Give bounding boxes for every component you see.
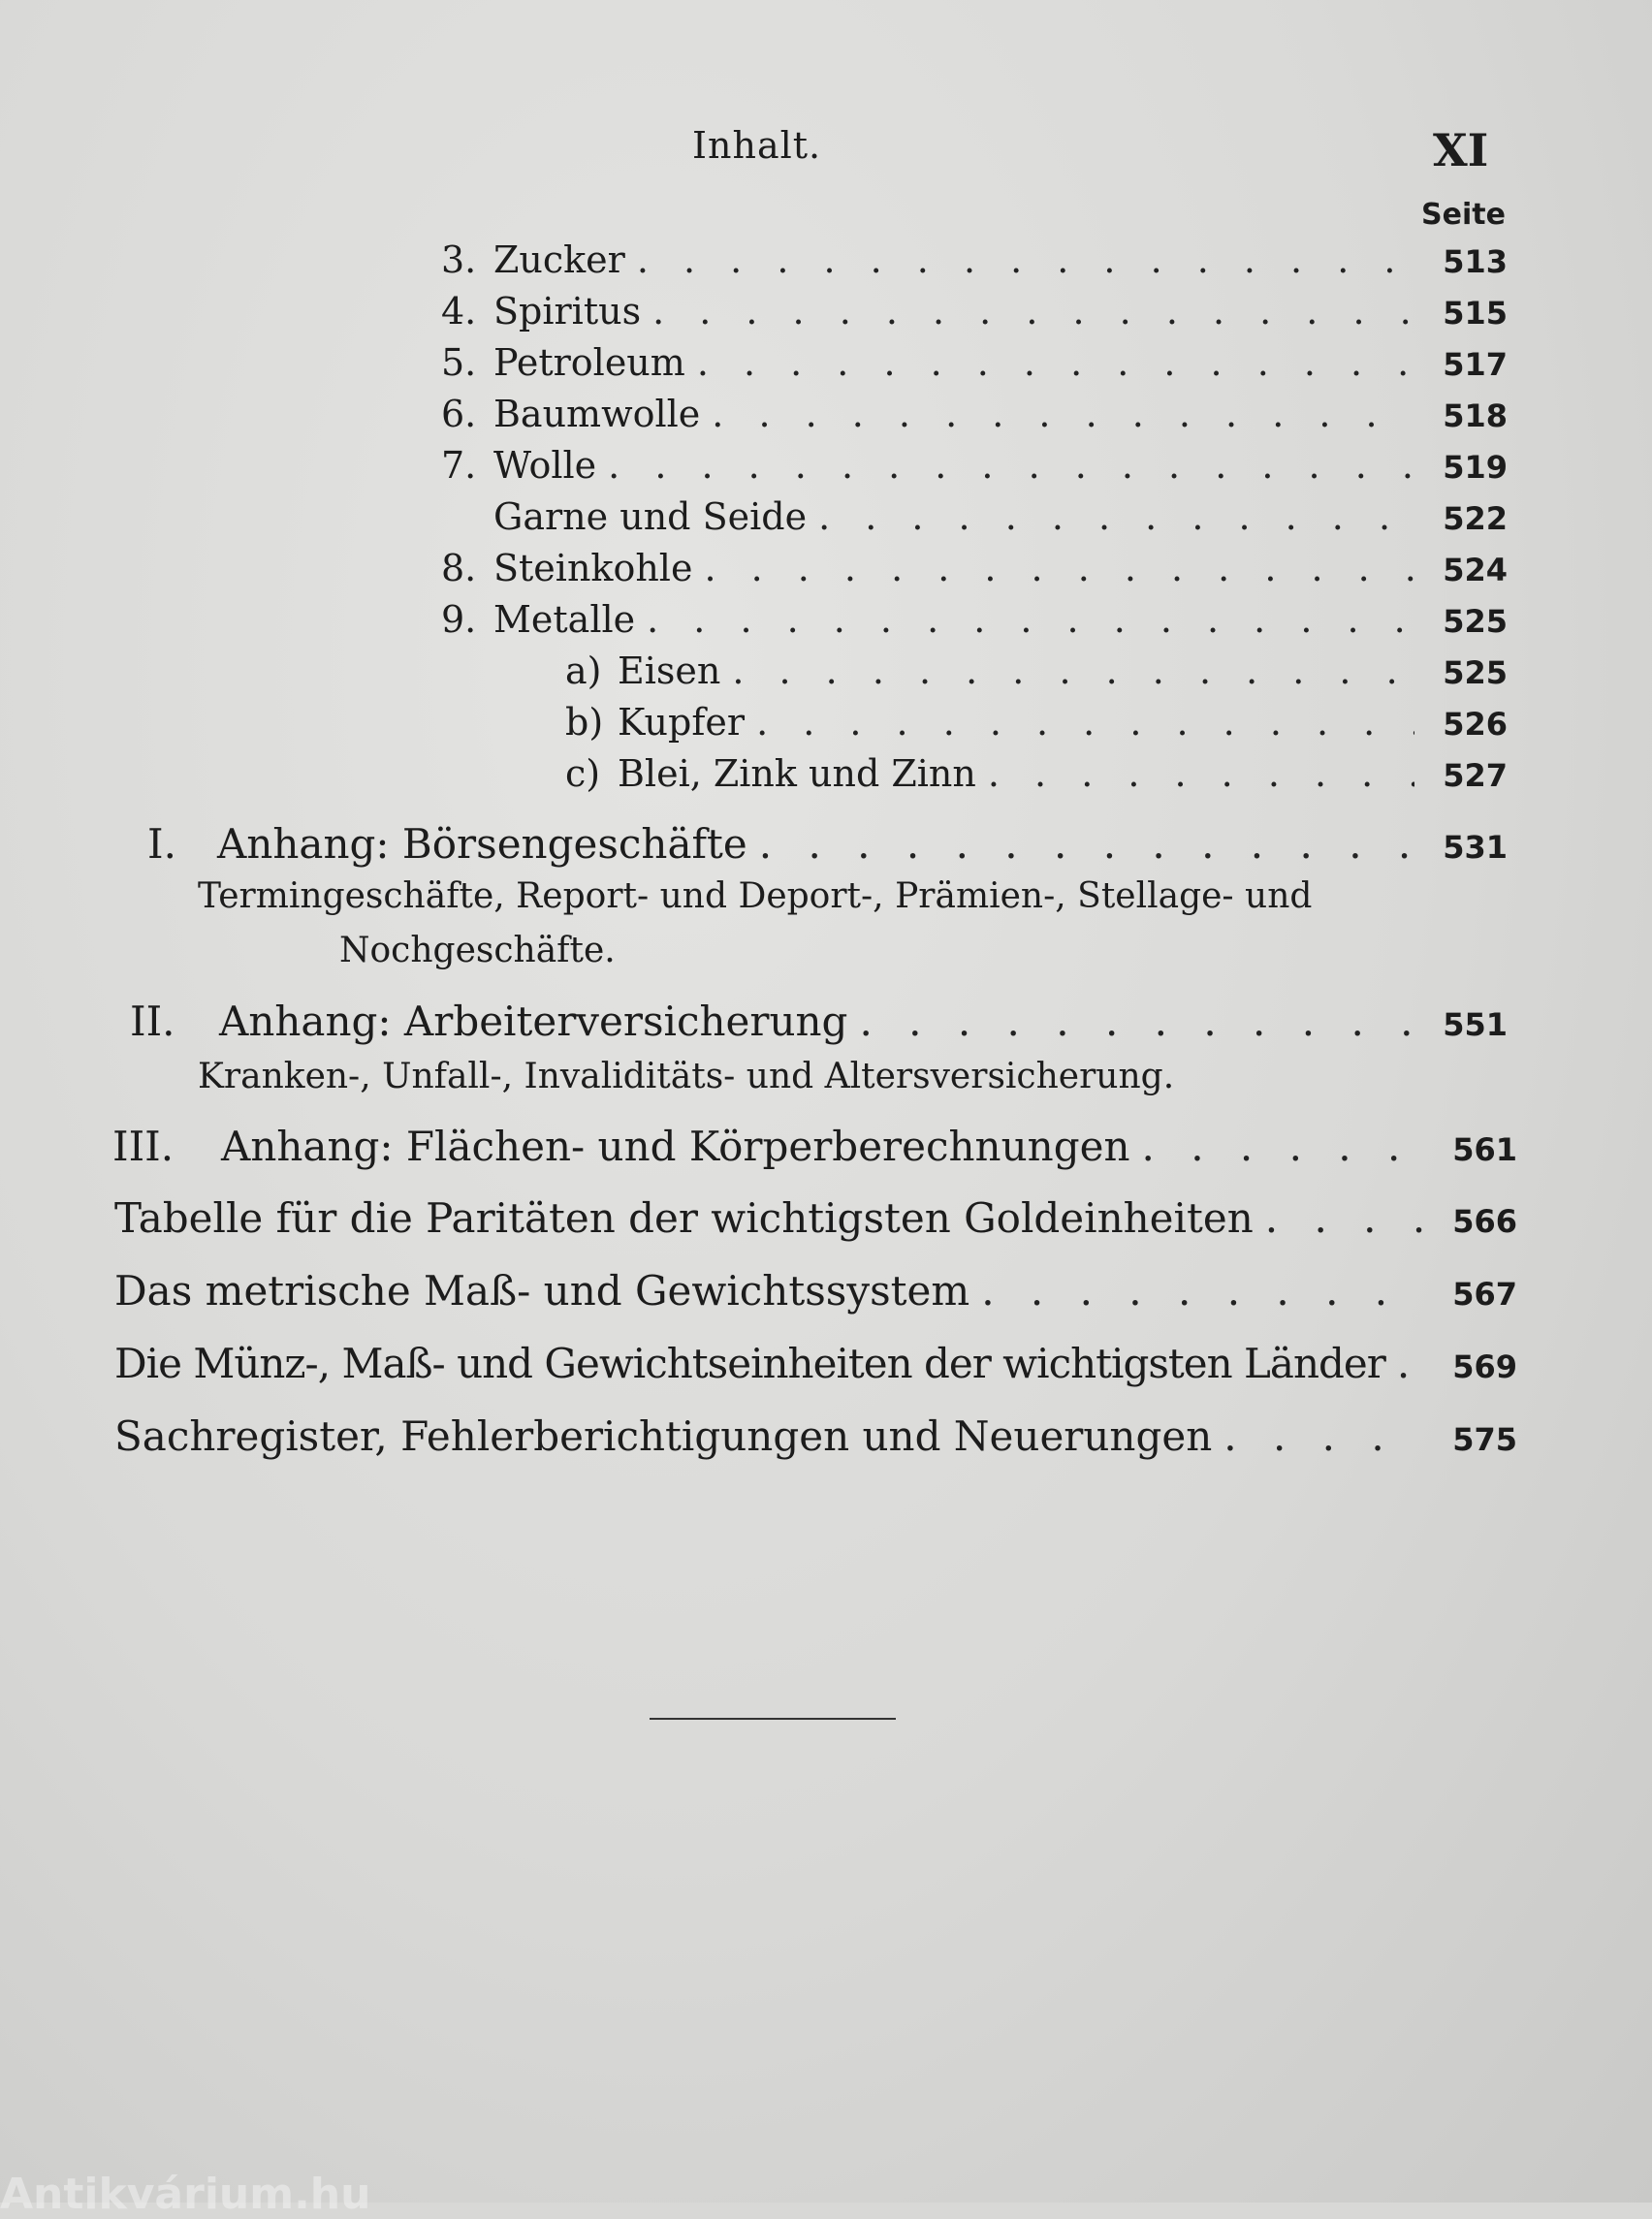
leader-dots: [1254, 1194, 1424, 1242]
leader-dots: [685, 341, 1414, 384]
leader-dots: [692, 547, 1414, 589]
leader-dots: [969, 1267, 1424, 1315]
page-number: XI: [1433, 124, 1489, 176]
closing-rule: [650, 1718, 896, 1720]
toc-subentry: [565, 701, 1508, 751]
toc-section: [114, 1412, 1517, 1463]
toc-section-page: 575: [1452, 1421, 1517, 1458]
toc-entry-page: 524: [1443, 552, 1508, 588]
leader-dots: [976, 752, 1414, 795]
toc-entry-page: 522: [1443, 500, 1508, 537]
toc-subentry-letter: a): [565, 650, 602, 692]
toc-entry-text: Zucker: [493, 238, 625, 281]
toc-entry-text: Steinkohle: [493, 547, 693, 589]
running-head-title: Inhalt.: [692, 124, 822, 167]
toc-section-title: Die Münz-, Maß- und Gewichtseinheiten der wichtigsten Länder: [114, 1340, 1385, 1387]
appendix-page: 561: [1452, 1131, 1517, 1168]
toc-subentry-page: 526: [1443, 706, 1508, 743]
toc-subentry: [565, 650, 1508, 700]
appendix-page: 531: [1443, 829, 1508, 866]
leader-dots: [641, 290, 1414, 333]
toc-section-title: Sachregister, Fehlerberichtigungen und Neuerungen: [114, 1412, 1213, 1460]
toc-section-page: 567: [1452, 1276, 1517, 1313]
toc-subentry-text: Eisen: [618, 650, 721, 692]
appendix-entry: [130, 998, 1508, 1048]
toc-entry-page: 513: [1443, 243, 1508, 280]
toc-entry-page: 517: [1443, 346, 1508, 383]
toc-entry-text: Garne und Seide: [493, 495, 808, 538]
toc-entry: [441, 444, 1508, 494]
appendix-number: I.: [147, 820, 176, 868]
leader-dots: [1385, 1340, 1424, 1387]
toc-subentry-letter: c): [565, 752, 601, 795]
appendix-description: Termingeschäfte, Report- und Deport-, Prämien-, Stellage- und: [198, 876, 1313, 916]
appendix-title: Anhang: Flächen- und Körperberechnungen: [221, 1123, 1130, 1170]
toc-entry: [441, 393, 1508, 443]
toc-subentry-text: Blei, Zink und Zinn: [618, 752, 976, 795]
appendix-entry: [147, 820, 1508, 871]
toc-entry-number: 5.: [441, 341, 477, 384]
appendix-title: Anhang: Börsengeschäfte: [217, 820, 747, 868]
toc-entry: [441, 495, 1508, 546]
leader-dots: [700, 393, 1414, 435]
appendix-entry: [112, 1123, 1517, 1173]
toc-section-title: Tabelle für die Paritäten der wichtigsten Goldeinheiten: [114, 1194, 1254, 1242]
toc-entry: [441, 238, 1508, 289]
leader-dots: [635, 598, 1414, 641]
leader-dots: [1212, 1412, 1424, 1460]
toc-entry-number: 4.: [441, 290, 477, 333]
toc-subentry-page: 527: [1443, 757, 1508, 794]
toc-entry-text: Metalle: [493, 598, 636, 641]
toc-section-page: 566: [1452, 1203, 1517, 1240]
appendix-number: III.: [112, 1123, 175, 1170]
toc-entry-text: Baumwolle: [493, 393, 701, 435]
leader-dots: [807, 495, 1414, 538]
toc-entry: [441, 547, 1508, 597]
toc-section: [114, 1340, 1517, 1390]
toc-entry-number: 6.: [441, 393, 477, 435]
toc-entry: [441, 598, 1508, 649]
toc-section-page: 569: [1452, 1348, 1517, 1385]
toc-entry-page: 525: [1443, 603, 1508, 640]
toc-entry-text: Petroleum: [493, 341, 685, 384]
toc-entry-number: 8.: [441, 547, 477, 589]
toc-entry-page: 519: [1443, 449, 1508, 486]
appendix-number: II.: [130, 998, 175, 1045]
toc-entry-number: 7.: [441, 444, 477, 487]
leader-dots: [747, 820, 1414, 868]
leader-dots: [625, 238, 1414, 281]
page-column-label: Seite: [1421, 198, 1506, 232]
toc-entry: [441, 341, 1508, 392]
toc-entry: [441, 290, 1508, 340]
toc-entry-page: 518: [1443, 397, 1508, 434]
watermark: Antikvárium.hu: [0, 2170, 371, 2219]
leader-dots: [745, 701, 1414, 744]
appendix-description: Kranken-, Unfall-, Invaliditäts- und Altersversicherung.: [198, 1057, 1175, 1096]
toc-section: [114, 1267, 1517, 1317]
leader-dots: [847, 998, 1414, 1045]
toc-section-title: Das metrische Maß- und Gewichtssystem: [114, 1267, 970, 1315]
toc-subentry-page: 525: [1443, 654, 1508, 691]
leader-dots: [720, 650, 1414, 692]
appendix-page: 551: [1443, 1006, 1508, 1043]
appendix-description: Nochgeschäfte.: [339, 931, 616, 970]
toc-entry-number: 9.: [441, 598, 477, 641]
toc-entry-number: 3.: [441, 238, 477, 281]
toc-section: [114, 1194, 1517, 1245]
toc-subentry-letter: b): [565, 701, 604, 744]
toc-subentry-text: Kupfer: [618, 701, 746, 744]
leader-dots: [596, 444, 1414, 487]
leader-dots: [1130, 1123, 1425, 1170]
toc-entry-text: Spiritus: [493, 290, 642, 333]
toc-entry-page: 515: [1443, 295, 1508, 332]
toc-entry-text: Wolle: [493, 444, 597, 487]
appendix-title: Anhang: Arbeiterversicherung: [219, 998, 848, 1045]
toc-subentry: [565, 752, 1508, 803]
